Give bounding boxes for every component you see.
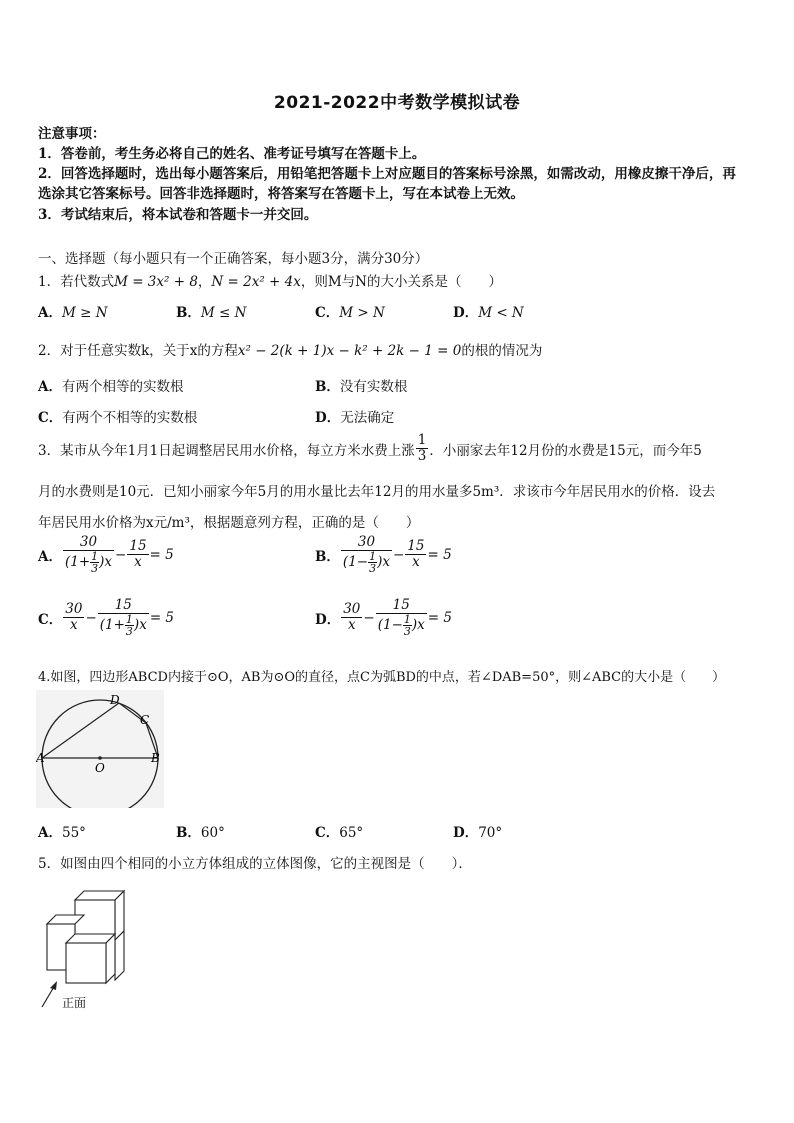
question-2: 2．对于任意实数k，关于x的方程x² − 2(k + 1)x − k² + 2k − 1 = 0的根的情况为 <box>38 343 543 359</box>
label-d: D <box>110 693 120 707</box>
note-item-1: 1．答卷前，考生务必将自己的姓名、准考证号填写在答题卡上。 <box>38 146 426 162</box>
q4-option-a[interactable]: A．55° <box>38 825 86 841</box>
q2-option-a[interactable]: A．有两个相等的实数根 <box>38 379 184 395</box>
q4-option-d[interactable]: D．70° <box>453 825 503 841</box>
page-title: 2021-2022中考数学模拟试卷 <box>273 93 521 113</box>
label-b: B <box>151 751 160 765</box>
front-view-label: 正面 <box>62 996 87 1010</box>
q2-option-d[interactable]: D．无法确定 <box>315 410 395 426</box>
note-item-3: 3．考试结束后，将本试卷和答题卡一并交回。 <box>38 207 318 223</box>
q3-option-d[interactable]: D． $\frac{30}{x}$ − 15 (1− $\frac{1}{3}$ )x = 5 <box>315 597 452 638</box>
label-c: C <box>140 713 150 727</box>
q2-option-c[interactable]: C．有两个不相等的实数根 <box>38 410 198 426</box>
circle-diagram <box>36 690 164 808</box>
q2-equation: x² − 2(k + 1)x − k² + 2k − 1 = 0 <box>237 343 462 359</box>
arrow-head <box>50 981 57 990</box>
q3-option-c[interactable]: C． $\frac{30}{x}$ − 15 (1+ $\frac{1}{3}$ )x = 5 <box>38 597 175 638</box>
q1-expr-m: M = 3x² + 8 <box>114 274 198 290</box>
question-4: 4.如图，四边形ABCD内接于⊙O，AB为⊙O的直径，点C为弧BD的中点，若∠DAB=50°，则∠ABC的大小是（ ） <box>38 670 726 685</box>
q3-line-3: 年居民用水价格为x元/m³，根据题意列方程，正确的是（ ） <box>38 515 420 531</box>
q3-option-b[interactable]: B． 30 (1− $\frac{1}{3}$ )x − $\frac{15}{x}$ = 5 <box>315 534 452 575</box>
right-cube-side <box>115 931 124 980</box>
q3-line-1: 3．某市从今年1月1日起调整居民用水价格，每立方米水费上涨 $\frac{1}{3}$ ．小丽家去年12月份的水费是15元，而今年5 <box>38 432 702 464</box>
center-point <box>98 756 102 760</box>
label-a: A <box>36 751 45 765</box>
front-cube-side <box>106 934 115 983</box>
q1-expr-n: N = 2x² + 4x <box>211 274 301 290</box>
cube-figure <box>38 882 138 1010</box>
q1-option-a[interactable]: A．M ≥ N <box>38 305 108 321</box>
question-5: 5．如图由四个相同的小立方体组成的立体图像，它的主视图是（ ）． <box>38 856 472 872</box>
q1-option-d[interactable]: D．M < N <box>453 305 524 321</box>
label-o: O <box>95 761 105 775</box>
q4-option-b[interactable]: B．60° <box>176 825 225 841</box>
notes-heading: 注意事项： <box>38 126 106 142</box>
q2-option-b[interactable]: B．没有实数根 <box>315 379 408 395</box>
note-item-2: 2．回答选择题时，选出每小题答案后，用铅笔把答题卡上对应题目的答案标号涂黑，如需改动，用橡皮擦干净后，再 <box>38 166 736 182</box>
q1-option-c[interactable]: C．M > N <box>315 305 385 321</box>
q3-fraction: $\frac{1}{3}$ <box>417 432 427 464</box>
q3-line-2: 月的水费则是10元．已知小丽家今年5月的用水量比去年12月的用水量多5m³．求该市今年居民用水的价格．设去 <box>38 484 716 500</box>
q3-option-a[interactable]: A． 30 (1+ $\frac{1}{3}$ )x − $\frac{15}{x}$ = 5 <box>38 534 174 575</box>
note-item-2-cont: 选涂其它答案标号。回答非选择题时，将答案写在答题卡上，写在本试卷上无效。 <box>38 186 524 202</box>
front-cube-front <box>66 943 106 983</box>
q1-prefix: 1．若代数式 <box>38 274 115 290</box>
q4-option-c[interactable]: C．65° <box>315 825 364 841</box>
q1-suffix: ，则M与N的大小关系是（ ） <box>300 274 502 290</box>
q1-option-b[interactable]: B．M ≤ N <box>176 305 247 321</box>
section-heading: 一、选择题（每小题只有一个正确答案，每小题3分，满分30分） <box>38 251 429 267</box>
question-1: 1．若代数式M = 3x² + 8，N = 2x² + 4x，则M与N的大小关系是（ ） <box>38 274 502 290</box>
